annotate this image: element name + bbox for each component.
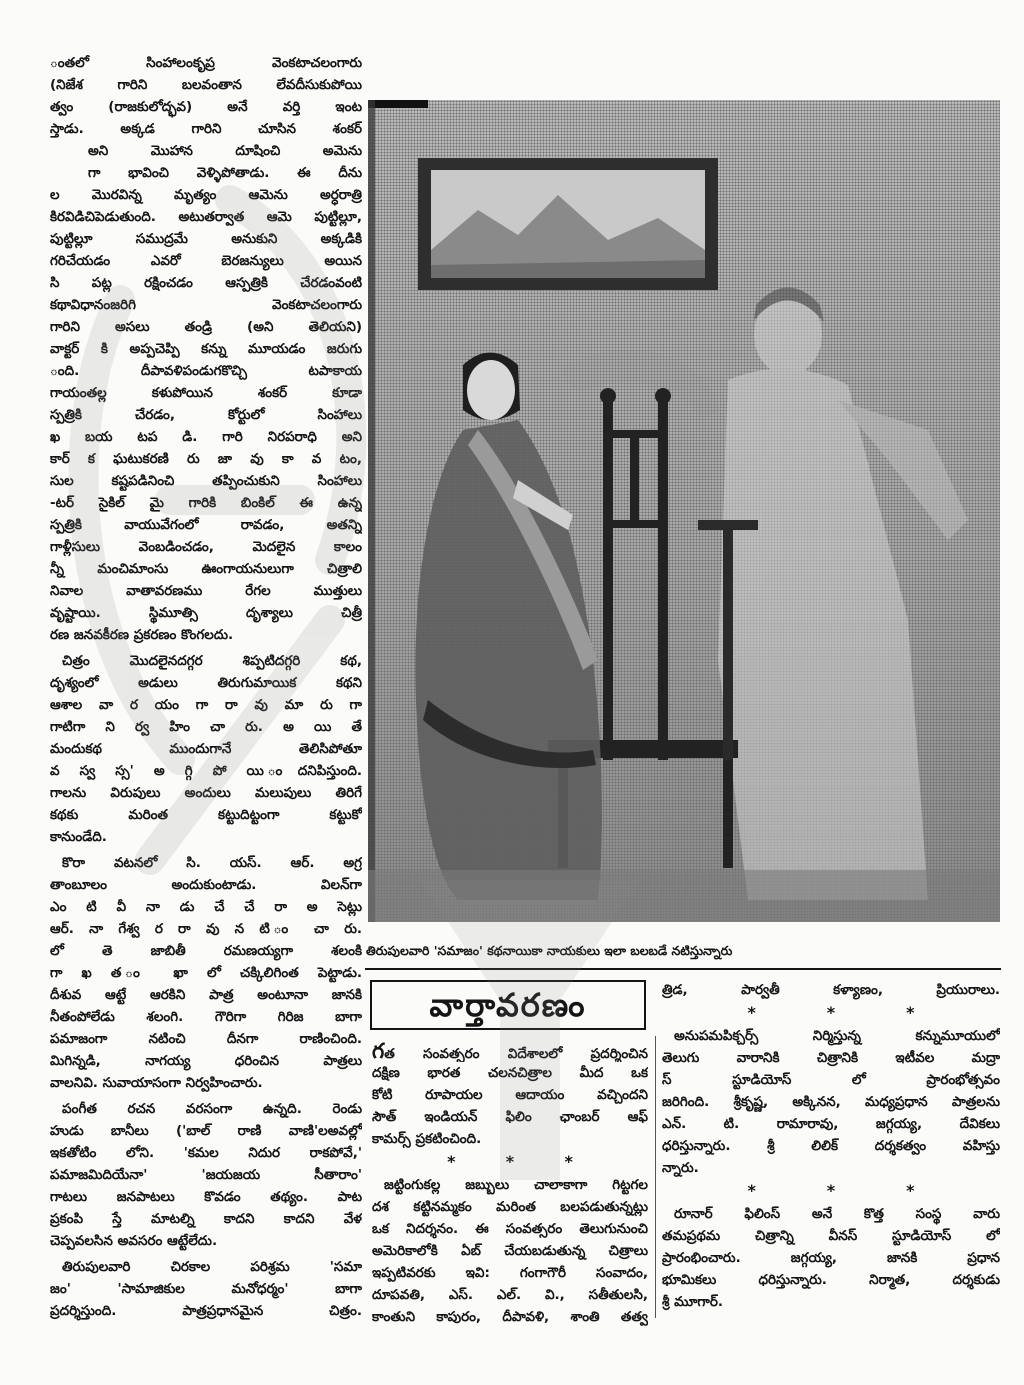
- column-divider: [655, 1036, 656, 1318]
- left-text-line: లో తె జాబితీ రమణయ్యగా శలంకి: [50, 943, 362, 959]
- left-text-line: తిరుపులవారి చిరకాల పరిశ్రమ 'సమా: [62, 1259, 362, 1275]
- left-text-line: రణ జనవకీరణ ప్రకరణం కొంగలదు.: [50, 627, 234, 643]
- news-text-line: దశ కట్టినమ్మకం మరింత బలపడుతున్నట్లు: [372, 1199, 648, 1215]
- right-text-line: న్నారు.: [662, 1160, 699, 1176]
- star-separator: [662, 1179, 1000, 1203]
- wall-painting: [418, 158, 718, 290]
- news-text-line: కోటి రూపాయల ఆదాయం వచ్చిందని: [372, 1087, 648, 1103]
- news-text-line: దూపవతి, ఎస్. ఎల్. వి., సతీతులసి,: [372, 1287, 648, 1303]
- film-still-illustration: [368, 100, 1000, 922]
- left-text-line: వృష్టాయి. స్థిమూత్సి దృశ్యాలు చిత్రీ: [50, 605, 362, 621]
- left-text-line: ప్రదర్శిస్తుంది. పాత్రప్రధానమైన చిత్రం.: [50, 1303, 362, 1319]
- left-text-line: దీశువ ఆట్టే ఆరకిని పాత్ర అంటూనా జానకి: [50, 987, 362, 1003]
- man-figure: [718, 288, 968, 901]
- news-text-line: ఒక నిదర్శనం. ఈ సంవత్సరం తెలుగునుంచి: [372, 1221, 648, 1237]
- left-text-line: గాలను విరుపులు అందులు మలుపులు తిరిగే: [50, 785, 362, 801]
- left-text-line: గా భావించి వెళ్ళిపోతాడు. ఈ దీను: [88, 165, 362, 181]
- left-text-line: పమాజంగా నటించి దీనగా రాణించింది.: [50, 1031, 362, 1047]
- news-text: త సంవత్సరం విదేశాలలో ప్రదర్శించిన: [384, 1046, 648, 1062]
- left-text-line: వ స్వ స్స' అ గ్గి పో యి ందనిపిస్తుంది.: [50, 763, 362, 779]
- news-text-line: సౌత్ ఇండియన్ ఫిలిం ఛాంబర్ ఆఫ్: [372, 1109, 648, 1125]
- news-text-line: కాంతుని కాపురం, దీపావళి, శాంతి తత్వ: [372, 1309, 648, 1325]
- drop-cap: గ: [372, 1040, 385, 1062]
- left-text-line: పమాజమిదియేనా' 'జయజయ సీతారాం': [50, 1167, 362, 1183]
- left-text-line: (నిజేశ గారిని బలవంతాన లేవదీసుకుపోయి: [50, 77, 362, 93]
- left-text-line: ంతలో సింహాలంకృప్ర వెంకటాచలంగారు: [50, 55, 362, 71]
- star: *: [906, 1003, 915, 1022]
- news-text-line: జట్టింగుకల్ల జబ్బులు చాలాకాగా గిట్టగల: [384, 1177, 648, 1193]
- woman-figure: [415, 353, 601, 901]
- left-text-line: గాయంతల్ల కళుపోయిన శంకర్ కూడా: [50, 385, 362, 401]
- news-text-line: దక్షిణ భారత చలనచిత్రాల మీద ఒక: [372, 1065, 648, 1081]
- left-text-line: -టర్ సైకిల్ మై గారికి బింకిల్ ఈ ఉన్న: [50, 495, 362, 511]
- left-paragraph: [50, 52, 362, 646]
- right-text-line: ధరిస్తున్నారు. శ్రీ లిలిక్ దర్శకత్వం వహిస్తు: [662, 1138, 1000, 1154]
- right-text-line: ఎన్. టి. రామారావు, జగ్గయ్య, దేవికలు: [662, 1116, 1000, 1132]
- left-text-line: ఆశాల వా ర యం గా రా వు మా రు గా: [50, 697, 362, 713]
- left-text-line: ఖ బయ టప డి. గారి నిరపరాధి అని: [50, 429, 362, 445]
- left-text-line: ఇకతోటిం లోని. 'కమల నిదుర రాకపోవే,': [50, 1145, 362, 1161]
- news-text-line: కామర్స్ ప్రకటించింది.: [372, 1131, 482, 1147]
- star: *: [747, 1181, 756, 1200]
- left-text-line: నీతంపోలేడు శలంగి. గౌరిగా గిరిజ బాగా: [50, 1009, 362, 1025]
- left-text-line: కథావిధానంజరిగి వెంకటాచలంగారు: [50, 297, 362, 313]
- star: *: [747, 1003, 756, 1022]
- left-text-line: సి పట్ల రక్షించడం ఆస్పత్రికి చేరడంవంటి: [50, 275, 362, 291]
- left-text-line: హుడు బానీలు ('బాల్ రాణి వాణి'లఅవల్లో: [50, 1123, 362, 1139]
- left-text-line: కిరవిడిచిపెడుతుంది. అటుతర్వాత ఆమె పుట్టిల్లూ,: [50, 209, 362, 225]
- left-text-line: ఎం టి వీ నా డు చే చే రా అ సెట్లు: [50, 899, 362, 915]
- right-text-line: భూమికలు ధరిస్తున్నారు. నిర్మాత, దర్శకుడు: [662, 1272, 1000, 1288]
- star: *: [505, 1152, 515, 1171]
- right-news-column: [662, 979, 1000, 1313]
- star: *: [906, 1181, 915, 1200]
- left-text-line: చెప్పవలసిన అవసరం ఆట్టేలేదు.: [50, 1233, 218, 1249]
- right-text-line: రూనార్ ఫిలింస్ అనే కొత్త సంస్థ వారు: [674, 1206, 1000, 1222]
- left-text-line: కథకు మరింత కట్టుదిట్టంగా కట్టుకో: [50, 807, 362, 823]
- left-text-line: స్పత్రికి చేరడం, కోర్టులో సింహాలు: [50, 407, 362, 423]
- star: *: [564, 1152, 573, 1171]
- left-text-line: గరిచేయడం ఎవరో బెరజన్యులు అయిన: [50, 253, 362, 269]
- left-text-line: ఆర్. నా గేశ్వ ర రా వు న టి ం చా రు.: [50, 921, 362, 937]
- right-text-line: త్రిడ, పార్వతీ కళ్యాణం, ప్రియురాలు.: [662, 982, 1000, 998]
- floor: [368, 870, 1000, 922]
- left-text-line: దృశ్యంలో అడులు తిరుగుమాయిక కథని: [50, 675, 362, 691]
- right-text-line: తెలుగు వారానికి చిత్రానికి ఇటీవల మద్రా: [662, 1050, 1000, 1066]
- star: *: [447, 1152, 456, 1171]
- left-text-line: అని మొహాన దూషించి అమెను: [88, 143, 362, 159]
- left-paragraph: [50, 1098, 362, 1252]
- left-text-line: గాళ్లీసులు వెంబడించడం, మెదలైన కాలం: [50, 539, 362, 555]
- news-text-line: అమెరికాలోకి ఏబ్ చేయబడుతున్న చిత్రాలు: [372, 1243, 648, 1259]
- left-text-line: సుల కష్టపడినించి తప్పించుకుని సింహాలు: [50, 473, 362, 489]
- left-text-line: కార్ క ఘటుకరణి రు జా వు కా వ టం,: [50, 451, 362, 467]
- star: *: [826, 1003, 836, 1022]
- left-text-line: స్తాడు. అక్కడ గారిని చూసిన శంకర్: [50, 121, 362, 137]
- photo-caption: తిరుపులవారి 'సమాజం' కథనాయికా నాయకులు ఇలా బలబడే నటిస్తున్నారు: [366, 943, 733, 958]
- left-text-line: గాటలు జనపాటలు కొవడం తథ్యం. పాట: [50, 1189, 362, 1205]
- left-text-line: ంది. దీపావళిపండుగకొచ్చి టపాకాయ: [50, 363, 362, 379]
- left-text-line: పుట్టిల్లూ సముద్రమే అనుకుని అక్కడికి: [50, 231, 362, 247]
- left-text-line: చిత్రం మొదలైనదగ్గర శిప్పటిదగ్గరి కథ,: [62, 653, 362, 669]
- star-separator: [662, 1001, 1000, 1025]
- left-text-line: న్నీ మంచిమాంసు ఊంగాయనులుగా చిత్రాలి: [50, 561, 362, 577]
- left-text-line: పంగీత రచన వరసంగా ఉన్నది. రెండు: [62, 1101, 362, 1117]
- left-paragraph: [50, 650, 362, 848]
- photo-left-edge: [368, 100, 375, 922]
- left-text-line: త్వం (రాజకులోద్భవ) అనే వర్తి ఇంట: [50, 99, 362, 115]
- left-text-line: కానుండేది.: [50, 829, 107, 845]
- photo-corner-mark: [368, 100, 428, 108]
- section-title: వార్తావరణం: [370, 980, 646, 1030]
- news-text-line: [372, 1040, 648, 1062]
- left-text-line: నివాల వాతావరణము రేగల ముత్తులు: [50, 583, 362, 599]
- right-text-line: అనుపమపిక్చర్స్ నిర్మిస్తున్న కన్నుమూయులో: [674, 1028, 1000, 1044]
- right-text-line: జరిగింది. శ్రీకృష్ణ, అక్కినన, మధ్యప్రధాన పాత్రలను: [662, 1094, 1000, 1110]
- left-paragraph: [50, 1256, 362, 1322]
- section-rule: [365, 968, 1001, 970]
- star: *: [826, 1181, 836, 1200]
- left-text-line: తాంబూలం అందుకుంటాడు. విలన్‌గా: [50, 877, 362, 893]
- left-paragraph: [50, 852, 362, 1094]
- left-text-line: గా ఖ త ం ఖా లో చక్కిలిగింత పెట్టాడు.: [50, 965, 362, 981]
- left-text-line: గాటిగా ని ర్వ హిం చా రు. అ యి తే: [50, 719, 362, 735]
- right-text-line: స్ స్టూడియోస్ లో ప్రారంభోత్సవం: [662, 1072, 1000, 1088]
- right-text-line: శ్రీ మూగార్.: [662, 1294, 723, 1310]
- left-text-line: మిగిన్నడి, నాగయ్య ధరించిన పాత్రలు: [50, 1053, 362, 1069]
- news-text-line: ఇప్పటివరకు ఇవి: గంగాగౌరీ సంవాదం,: [372, 1265, 648, 1281]
- left-text-line: కొరా వటనలో సి. యస్. ఆర్. అగ్ర: [62, 855, 362, 871]
- left-text-line: ప్రకంపి స్తే మాటల్ని కాదని కాదని వేళ: [50, 1211, 362, 1227]
- star-separator: [372, 1150, 648, 1174]
- right-text-line: తమప్రథమ చిత్రాన్ని వీనస్ స్టూడియోస్ లో: [662, 1228, 1000, 1244]
- news-column: [372, 1040, 648, 1328]
- left-text-line: వాక్టర్ కి అప్పచెప్పి కన్ను మూయడం జరుగు: [50, 341, 362, 357]
- left-article-column: [50, 52, 362, 1322]
- left-text-line: ల మొరవిన్న మృత్యం ఆమెను అర్ధరాత్రి: [50, 187, 362, 203]
- film-still-photo: [368, 100, 1000, 922]
- left-text-line: స్పత్రికి వాయువేగంలో రావడం, అతన్ని: [50, 517, 362, 533]
- right-text-line: ప్రారంభించారు. జగ్గయ్య, జానకి ప్రధాన: [662, 1250, 1000, 1266]
- left-text-line: గారిని అసలు తండ్రి (అని తెలియని): [50, 319, 362, 335]
- left-text-line: మందుకథ ముందుగానే తెలిసిపోతూ: [50, 741, 362, 757]
- left-text-line: వాలనివి. సువాయాసంగా నిర్వహించారు.: [50, 1075, 263, 1091]
- left-text-line: జం' 'సామాజికుల మనోధర్మం' బాగా: [50, 1281, 362, 1297]
- side-table: [698, 520, 758, 530]
